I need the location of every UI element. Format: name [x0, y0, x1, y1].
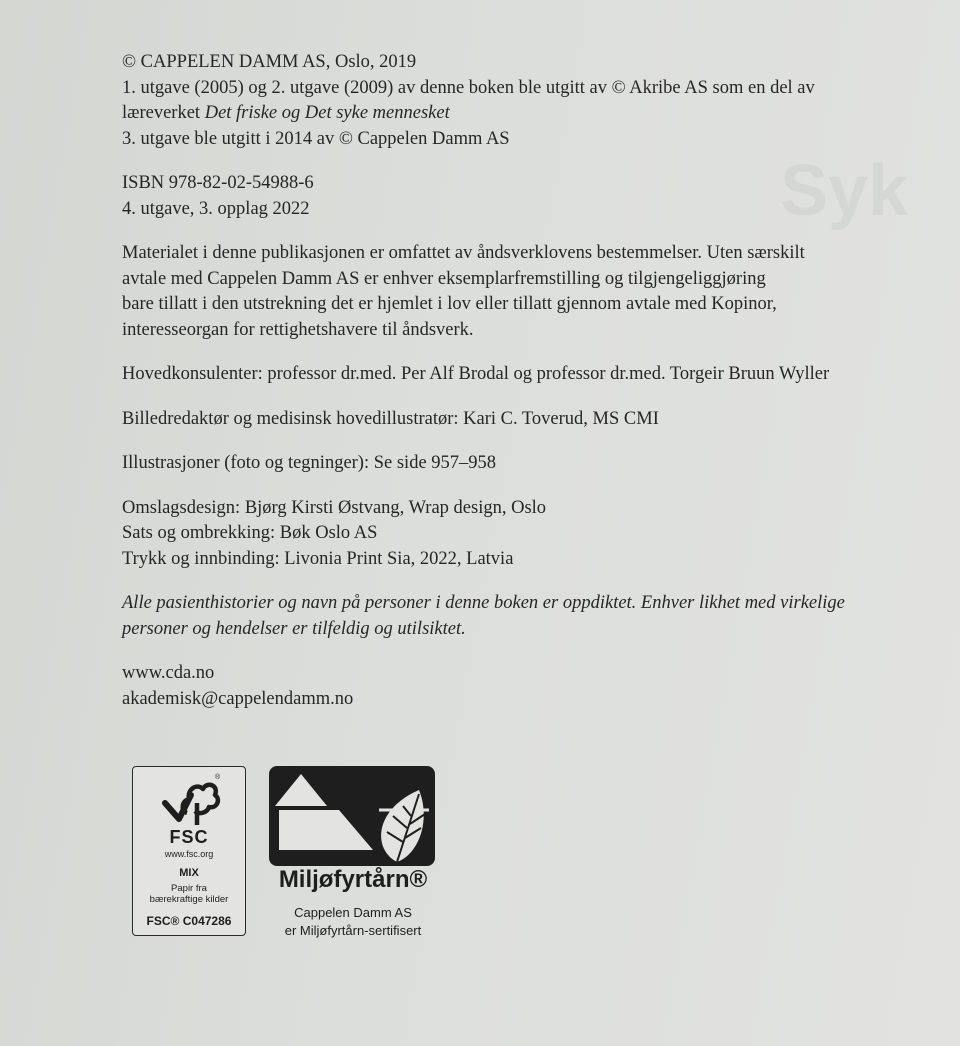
printing-line: Trykk og innbinding: Livonia Print Sia, 2022, Latvia — [122, 548, 514, 569]
isbn-line: ISBN 978-82-02-54988-6 — [122, 173, 314, 193]
fsc-paper-text — [133, 883, 245, 905]
cover-design-line: Omslagsdesign: Bjørg Kirsti Østvang, Wrap design, Oslo — [122, 497, 547, 518]
fsc-paper-line: Papir fra — [171, 883, 207, 894]
illustrations-line: Illustrasjoner (foto og tegninger): Se side 957–958 — [122, 453, 497, 473]
lighthouse-leaf-icon — [269, 766, 435, 866]
fsc-tree-checkmark-icon — [157, 773, 221, 829]
copyright-line: © CAPPELEN DAMM AS, Oslo, 2019 — [122, 52, 417, 72]
fsc-paper-line: bærekraftige kilder — [149, 894, 229, 905]
fsc-license-code: FSC® C047286 — [146, 914, 232, 928]
illustrator-block — [122, 407, 922, 433]
legal-line: avtale med Cappelen Damm AS er enhver eksemplarfremstilling og tilgjengeliggjøring — [122, 268, 766, 289]
legal-block — [122, 241, 922, 343]
typesetting-line: Sats og ombrekking: Bøk Oslo AS — [122, 523, 378, 543]
miljofyrtarn-name: Miljøfyrtårn® — [278, 866, 428, 893]
fsc-mix-label: MIX — [179, 867, 199, 879]
earlier-editions-line: 1. utgave (2005) og 2. utgave (2009) av denne boken ble utgitt av © Akribe AS som en del av — [122, 77, 815, 98]
fsc-name: FSC — [169, 827, 209, 847]
fsc-website: www.fsc.org — [164, 849, 214, 859]
disclaimer-block — [122, 591, 922, 642]
series-line — [122, 101, 922, 127]
third-edition-line: 3. utgave ble utgitt i 2014 av © Cappelen Damm AS — [122, 128, 510, 149]
svg-text:®: ® — [215, 774, 221, 781]
production-block — [122, 496, 922, 573]
miljofyrtarn-company: Cappelen Damm AS — [294, 905, 412, 920]
legal-line: bare tillatt i den utstrekning det er hjemlet i lov eller tillatt gjennom avtale med Kopinor, — [122, 294, 777, 314]
imprint-text — [122, 50, 922, 731]
miljofyrtarn-certification: er Miljøfyrtårn-sertifisert — [284, 923, 422, 938]
email-address: akademisk@cappelendamm.no — [122, 688, 354, 709]
legal-line: interesseorgan for rettighetshavere til åndsverk. — [122, 319, 474, 340]
illustrations-block — [122, 451, 922, 477]
disclaimer-line: Alle pasienthistorier og navn på personer i denne boken er oppdiktet. Enhver likhet med virkelige — [122, 593, 845, 613]
edition-line: 4. utgave, 3. opplag 2022 — [122, 198, 310, 219]
illustrator-line: Billedredaktør og medisinsk hovedillustratør: Kari C. Toverud, MS CMI — [122, 408, 659, 429]
show-through-text: Syk — [780, 151, 909, 231]
website-link: www.cda.no — [122, 663, 215, 683]
legal-line: Materialet i denne publikasjonen er omfattet av åndsverklovens bestemmelser. Uten særskilt — [122, 243, 805, 263]
consultants-block — [122, 362, 922, 388]
contact-block — [122, 661, 922, 712]
disclaimer-line: personer og hendelser er tilfeldig og utilsiktet. — [122, 618, 466, 639]
consultants-line: Hovedkonsulenter: professor dr.med. Per Alf Brodal og professor dr.med. Torgeir Bruun Wyller — [122, 364, 830, 384]
miljofyrtarn-logo — [268, 766, 438, 946]
series-title: Det friske og Det syke mennesket — [204, 103, 450, 123]
series-prefix: læreverket — [122, 103, 205, 123]
isbn-block — [122, 171, 922, 222]
copyright-block — [122, 50, 922, 152]
fsc-logo — [132, 766, 246, 936]
